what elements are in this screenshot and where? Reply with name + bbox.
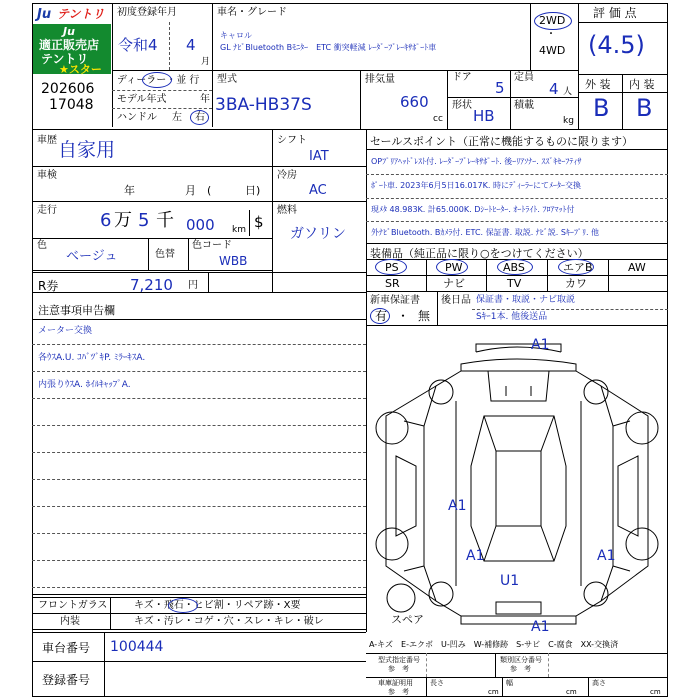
dealer-circle [142, 72, 172, 88]
fuel-value: ガソリン [290, 226, 346, 242]
warranty-yes: 有 [375, 309, 388, 323]
katashiki-value: 3BA-HB37S [215, 95, 312, 115]
aircon-value: AC [309, 183, 327, 198]
equip-navi: ナビ [443, 277, 465, 290]
mark-top: A1 [531, 337, 550, 353]
shape-label: 形状 [452, 100, 472, 111]
spare-label: スペア [391, 613, 424, 626]
notes-rule [32, 398, 366, 399]
mark-bottom: A1 [531, 619, 550, 635]
handle-left: 左 [172, 112, 182, 123]
capacity-label: 定員 [514, 72, 534, 83]
chassis-label: 車台番号 [42, 641, 91, 655]
logo-line1: Ju [63, 25, 75, 38]
drive-dot: ・ [546, 29, 556, 40]
model-year-unit: 年 [200, 94, 210, 105]
warranty-no: 無 [418, 309, 431, 323]
warranty-label: 新車保証書 [370, 295, 420, 306]
mileage-u2: 千 [156, 210, 174, 231]
displacement-label: 排気量 [365, 74, 395, 85]
int-grade: B [636, 94, 653, 122]
glass-text: キズ・飛石・ヒビ割・リペア跡・X要 [134, 600, 301, 611]
bt-hei-cm: cm [650, 688, 661, 696]
doors-value: 5 [495, 79, 505, 97]
notes-rule [32, 344, 366, 345]
history-value: 自家用 [58, 139, 116, 161]
handle-right-circle [190, 110, 209, 125]
chassis-value: 100444 [110, 639, 164, 655]
first-reg-label: 初度登録年月 [117, 7, 177, 18]
notes-rule [32, 479, 366, 480]
handle-label: ハンドル [117, 112, 157, 123]
glass-label: フロントガラス [38, 600, 108, 611]
inspection-year: 年 [124, 184, 135, 197]
bt-c1b: 参 考 [388, 665, 409, 673]
handle-right: 右 [195, 112, 205, 123]
mark-rmid: A1 [597, 548, 616, 564]
displacement-unit: cc [433, 114, 443, 124]
inspection-paren: ( [207, 184, 212, 197]
equipment-label: 装備品（純正品に限り○をつけてください） [370, 247, 589, 260]
notes-rule [32, 587, 366, 588]
recycle-label: R券 [38, 279, 59, 293]
shift-value: IAT [309, 149, 329, 164]
notes-rule [32, 452, 366, 453]
drive-4wd: 4WD [539, 44, 566, 57]
dealer-label: ディーラー・並 行 [117, 75, 200, 86]
sales-label: セールスポイント（正常に機能するものに限ります） [370, 135, 634, 148]
interior-text: キズ・汚レ・コゲ・穴・スレ・キレ・破レ [134, 616, 324, 627]
color-code: WBB [219, 254, 248, 268]
shape-value: HB [473, 107, 495, 125]
bt-wid-cm: cm [566, 688, 577, 696]
inspection-label: 車検 [37, 170, 57, 181]
recycle-unit: 円 [188, 280, 198, 291]
car-grade: GL ﾅﾋﾞBluetooth Bﾓﾆﾀｰ ETC 衝突軽減 ﾚｰﾀﾞｰﾌﾞﾚｰｷｻﾎﾟｰﾄ車 [220, 43, 437, 52]
after-label: 後日品 [441, 295, 471, 306]
mileage-v1: 6 [100, 210, 112, 231]
logo [33, 4, 111, 74]
ext-grade: B [593, 94, 610, 122]
bt-len: 長さ [430, 679, 444, 687]
inspection-day: 日) [245, 184, 261, 197]
load-label: 積載 [514, 100, 534, 111]
sales-line-2: ﾎﾟｰﾄ車. 2023年6月5日16.017K. 時にﾃﾞｨｰﾗｰにてﾒｰﾀｰ交換 [371, 181, 581, 190]
katashiki-label: 型式 [217, 74, 237, 85]
rating-value: (4.5) [588, 31, 645, 59]
capacity-value: 4 [549, 80, 559, 98]
displacement-value: 660 [400, 93, 429, 111]
sales-line-1: OPﾌﾟﾘｱﾍｯﾄﾞﾚｽﾄ付. ﾚｰﾀﾞｰﾌﾞﾚｰｷｻﾎﾟｰﾄ. 後ｰﾘｱｿﾅｰ. ｽｽﾞｷｾｰﾌﾃｨｻ [371, 157, 582, 166]
first-reg-era: 令和4 [118, 36, 158, 54]
car-name: キャロル [220, 31, 252, 40]
logo-line2: 適正販売店 [39, 38, 100, 52]
notes-rule [32, 560, 366, 561]
bt-hei: 高さ [592, 679, 606, 687]
equip-sr: SR [385, 277, 400, 290]
bt-wid: 幅 [506, 679, 513, 687]
notes-rule [32, 371, 366, 372]
bt-c3: 車庫証明用 [378, 679, 413, 687]
equip-aw: AW [628, 261, 646, 274]
bt-c2: 類別区分番号 [500, 656, 542, 664]
bt-c2b: 参 考 [510, 665, 531, 673]
mileage-unit: km [232, 225, 246, 235]
equip-tv: TV [507, 277, 522, 290]
warranty-dot: ・ [397, 309, 410, 323]
notes-line-3: 内張りｳｽA. ﾎｲﾙｷｬｯﾌﾟA. [38, 380, 131, 390]
first-reg-month: 4 [186, 36, 196, 54]
logo-line4: ★スター [59, 63, 102, 76]
equip-ps: PS [385, 261, 399, 274]
notes-line-2: 各ｳｽA.U. ｺﾊﾞﾂﾞｷP. ﾐﾗｰｷｽA. [38, 353, 146, 363]
color-code-label: 色コード [192, 240, 232, 251]
equip-pw: PW [445, 261, 463, 274]
doors-label: ドア [452, 72, 472, 83]
glass-stone-circle [168, 598, 198, 613]
mark-left: A1 [448, 498, 467, 514]
notes-line-1: メーター交換 [38, 326, 93, 336]
notes-rule [32, 506, 366, 507]
mileage-dollar: $ [254, 213, 264, 231]
int-label: 内 装 [629, 78, 655, 91]
load-unit: kg [563, 116, 574, 126]
mileage-label: 走行 [37, 205, 57, 216]
mileage-v3: 000 [186, 216, 215, 234]
logo-tentori: テントリ [57, 7, 105, 21]
notes-rule [32, 533, 366, 534]
register-label: 登録番号 [42, 673, 91, 687]
car-name-label: 車名・グレード [217, 7, 287, 18]
rating-label: 評 価 点 [593, 6, 637, 20]
equip-ps-circle [375, 259, 407, 275]
stock-code-2: 17048 [49, 97, 94, 113]
equip-airbag: エアB [563, 261, 593, 274]
bt-c1: 型式指定番号 [378, 656, 420, 664]
interior-label: 内装 [60, 616, 80, 627]
drive-2wd: 2WD [539, 14, 566, 27]
equip-abs-circle [497, 259, 533, 275]
fuel-label: 燃料 [277, 205, 297, 216]
color-value: ベージュ [66, 249, 118, 264]
color-label: 色 [37, 240, 47, 251]
model-year-label: モデル年式 [117, 94, 167, 105]
notes-label: 注意事項申告欄 [38, 304, 115, 317]
capacity-unit: 人 [563, 87, 573, 97]
damage-legend: A-キズ E-エクボ U-凹み W-補修跡 S-サビ C-腐食 XX-交換済 [369, 640, 619, 649]
mark-lmid: A1 [466, 548, 485, 564]
color-change-label: 色替 [155, 249, 175, 260]
mileage-u1: 万 [114, 210, 132, 231]
sales-line-4: 外ﾅﾋﾞBluetooth. Bｶﾒﾗ付. ETC. 保証書. 取説. ﾅﾋﾞ説. Sｷｰﾌﾟﾘ. 他 [371, 228, 600, 237]
after-line-2: Sｷｰ1本. 他後送品 [476, 312, 548, 322]
notes-rule [32, 425, 366, 426]
inspection-month: 月 [185, 184, 196, 197]
sales-line-3: 現ﾒﾀ 48.983K. 計65.000K. Dｼｰﾄﾋｰﾀｰ. ｵｰﾄﾗｲﾄ. ﾌﾛｱﾏｯﾄ付 [371, 205, 575, 214]
recycle-value: 7,210 [130, 276, 173, 294]
history-label: 車歴 [37, 135, 57, 146]
mileage-v2: 5 [138, 210, 150, 231]
equip-abs: ABS [503, 261, 525, 274]
first-reg-month-unit: 月 [201, 57, 211, 67]
shift-label: シフト [277, 135, 307, 146]
aircon-label: 冷房 [277, 170, 297, 181]
bt-c3b: 参 考 [388, 688, 409, 696]
ext-label: 外 装 [585, 78, 611, 91]
stock-code-1: 202606 [41, 81, 95, 97]
mark-center: U1 [500, 573, 520, 589]
equip-airbag-circle [558, 259, 594, 275]
equip-pw-circle [436, 259, 468, 275]
after-line-1: 保証書・取説・ナビ取説 [476, 295, 576, 305]
logo-line3: テントリ [41, 52, 89, 66]
equip-leather: カワ [565, 277, 587, 290]
logo-ju: Ju [37, 7, 52, 22]
bt-len-cm: cm [488, 688, 499, 696]
